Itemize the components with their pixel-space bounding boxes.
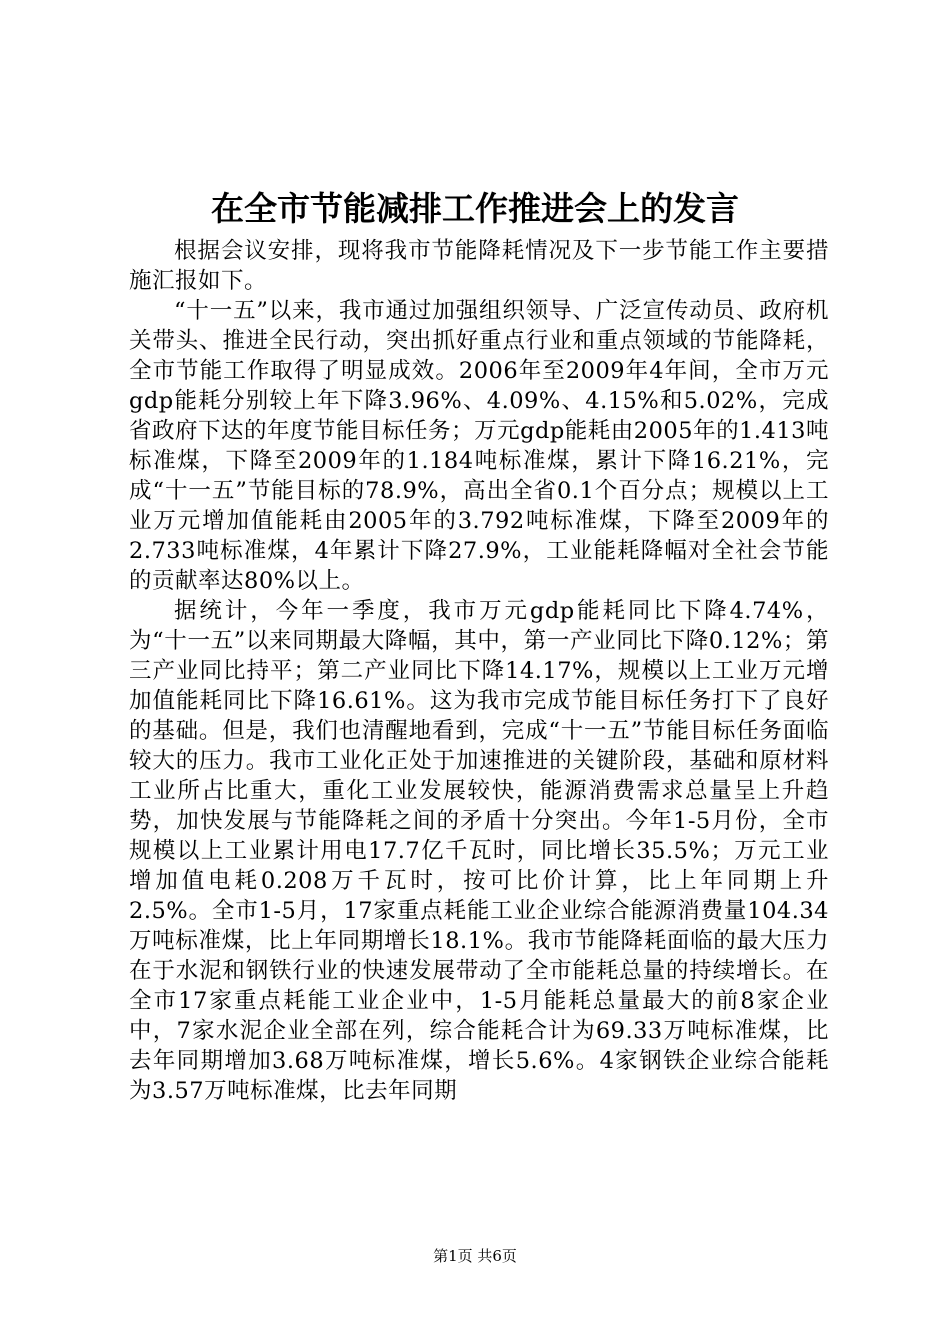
page-footer: 第1页 共6页	[433, 1247, 517, 1265]
document-body	[129, 236, 829, 1106]
paragraph-intro: 根据会议安排，现将我市节能降耗情况及下一步节能工作主要措施汇报如下。	[129, 238, 829, 294]
paragraph-statistics: 据统计，今年一季度，我市万元gdp能耗同比下降4.74%，为“十一五”以来同期最大降幅，其中，第一产业同比下降0.12%；第三产业同比持平；第二产业同比下降14.17%，规模以上工业万元增加值能耗同比下降16.61%。这为我市完成节能目标任务打下了良好的基础。但是，我们也清醒地看到，完成“十一五”节能目标任务面临较大的压力。我市工业化正处于加速推进的关键阶段，基础和原材料工业所占比重大，重化工业发展较快，能源消费需求总量呈上升趋势，加快发展与节能降耗之间的矛盾十分突出。今年1-5月份，全市规模以上工业累计用电17.7亿千瓦时，同比增长35.5%；万元工业增加值电耗0.208万千瓦时，按可比价计算，比上年同期上升2.5%。全市1-5月，17家重点耗能工业企业综合能源消费量104.34万吨标准煤，比上年同期增长18.1%。我市节能降耗面临的最大压力在于水泥和钢铁行业的快速发展带动了全市能耗总量的持续增长。在全市17家重点耗能工业企业中，1-5月能耗总量最大的前8家企业中，7家水泥企业全部在列，综合能耗合计为69.33万吨标准煤，比去年同期增加3.68万吨标准煤，增长5.6%。4家钢铁企业综合能耗为3.57万吨标准煤，比去年同期	[129, 598, 829, 1104]
paragraph-achievements: “十一五”以来，我市通过加强组织领导、广泛宣传动员、政府机关带头、推进全民行动，突出抓好重点行业和重点领域的节能降耗，全市节能工作取得了明显成效。2006年至2009年4年间，全市万元gdp能耗分别较上年下降3.96%、4.09%、4.15%和5.02%，完成省政府下达的年度节能目标任务；万元gdp能耗由2005年的1.413吨标准煤，下降至2009年的1.184吨标准煤，累计下降16.21%，完成“十一五”节能目标的78.9%，高出全省0.1个百分点；规模以上工业万元增加值能耗由2005年的3.792吨标准煤，下降至2009年的2.733吨标准煤，4年累计下降27.9%，工业能耗降幅对全社会节能的贡献率达80%以上。	[129, 298, 829, 594]
page-title: 在全市节能减排工作推进会上的发言	[211, 189, 739, 228]
